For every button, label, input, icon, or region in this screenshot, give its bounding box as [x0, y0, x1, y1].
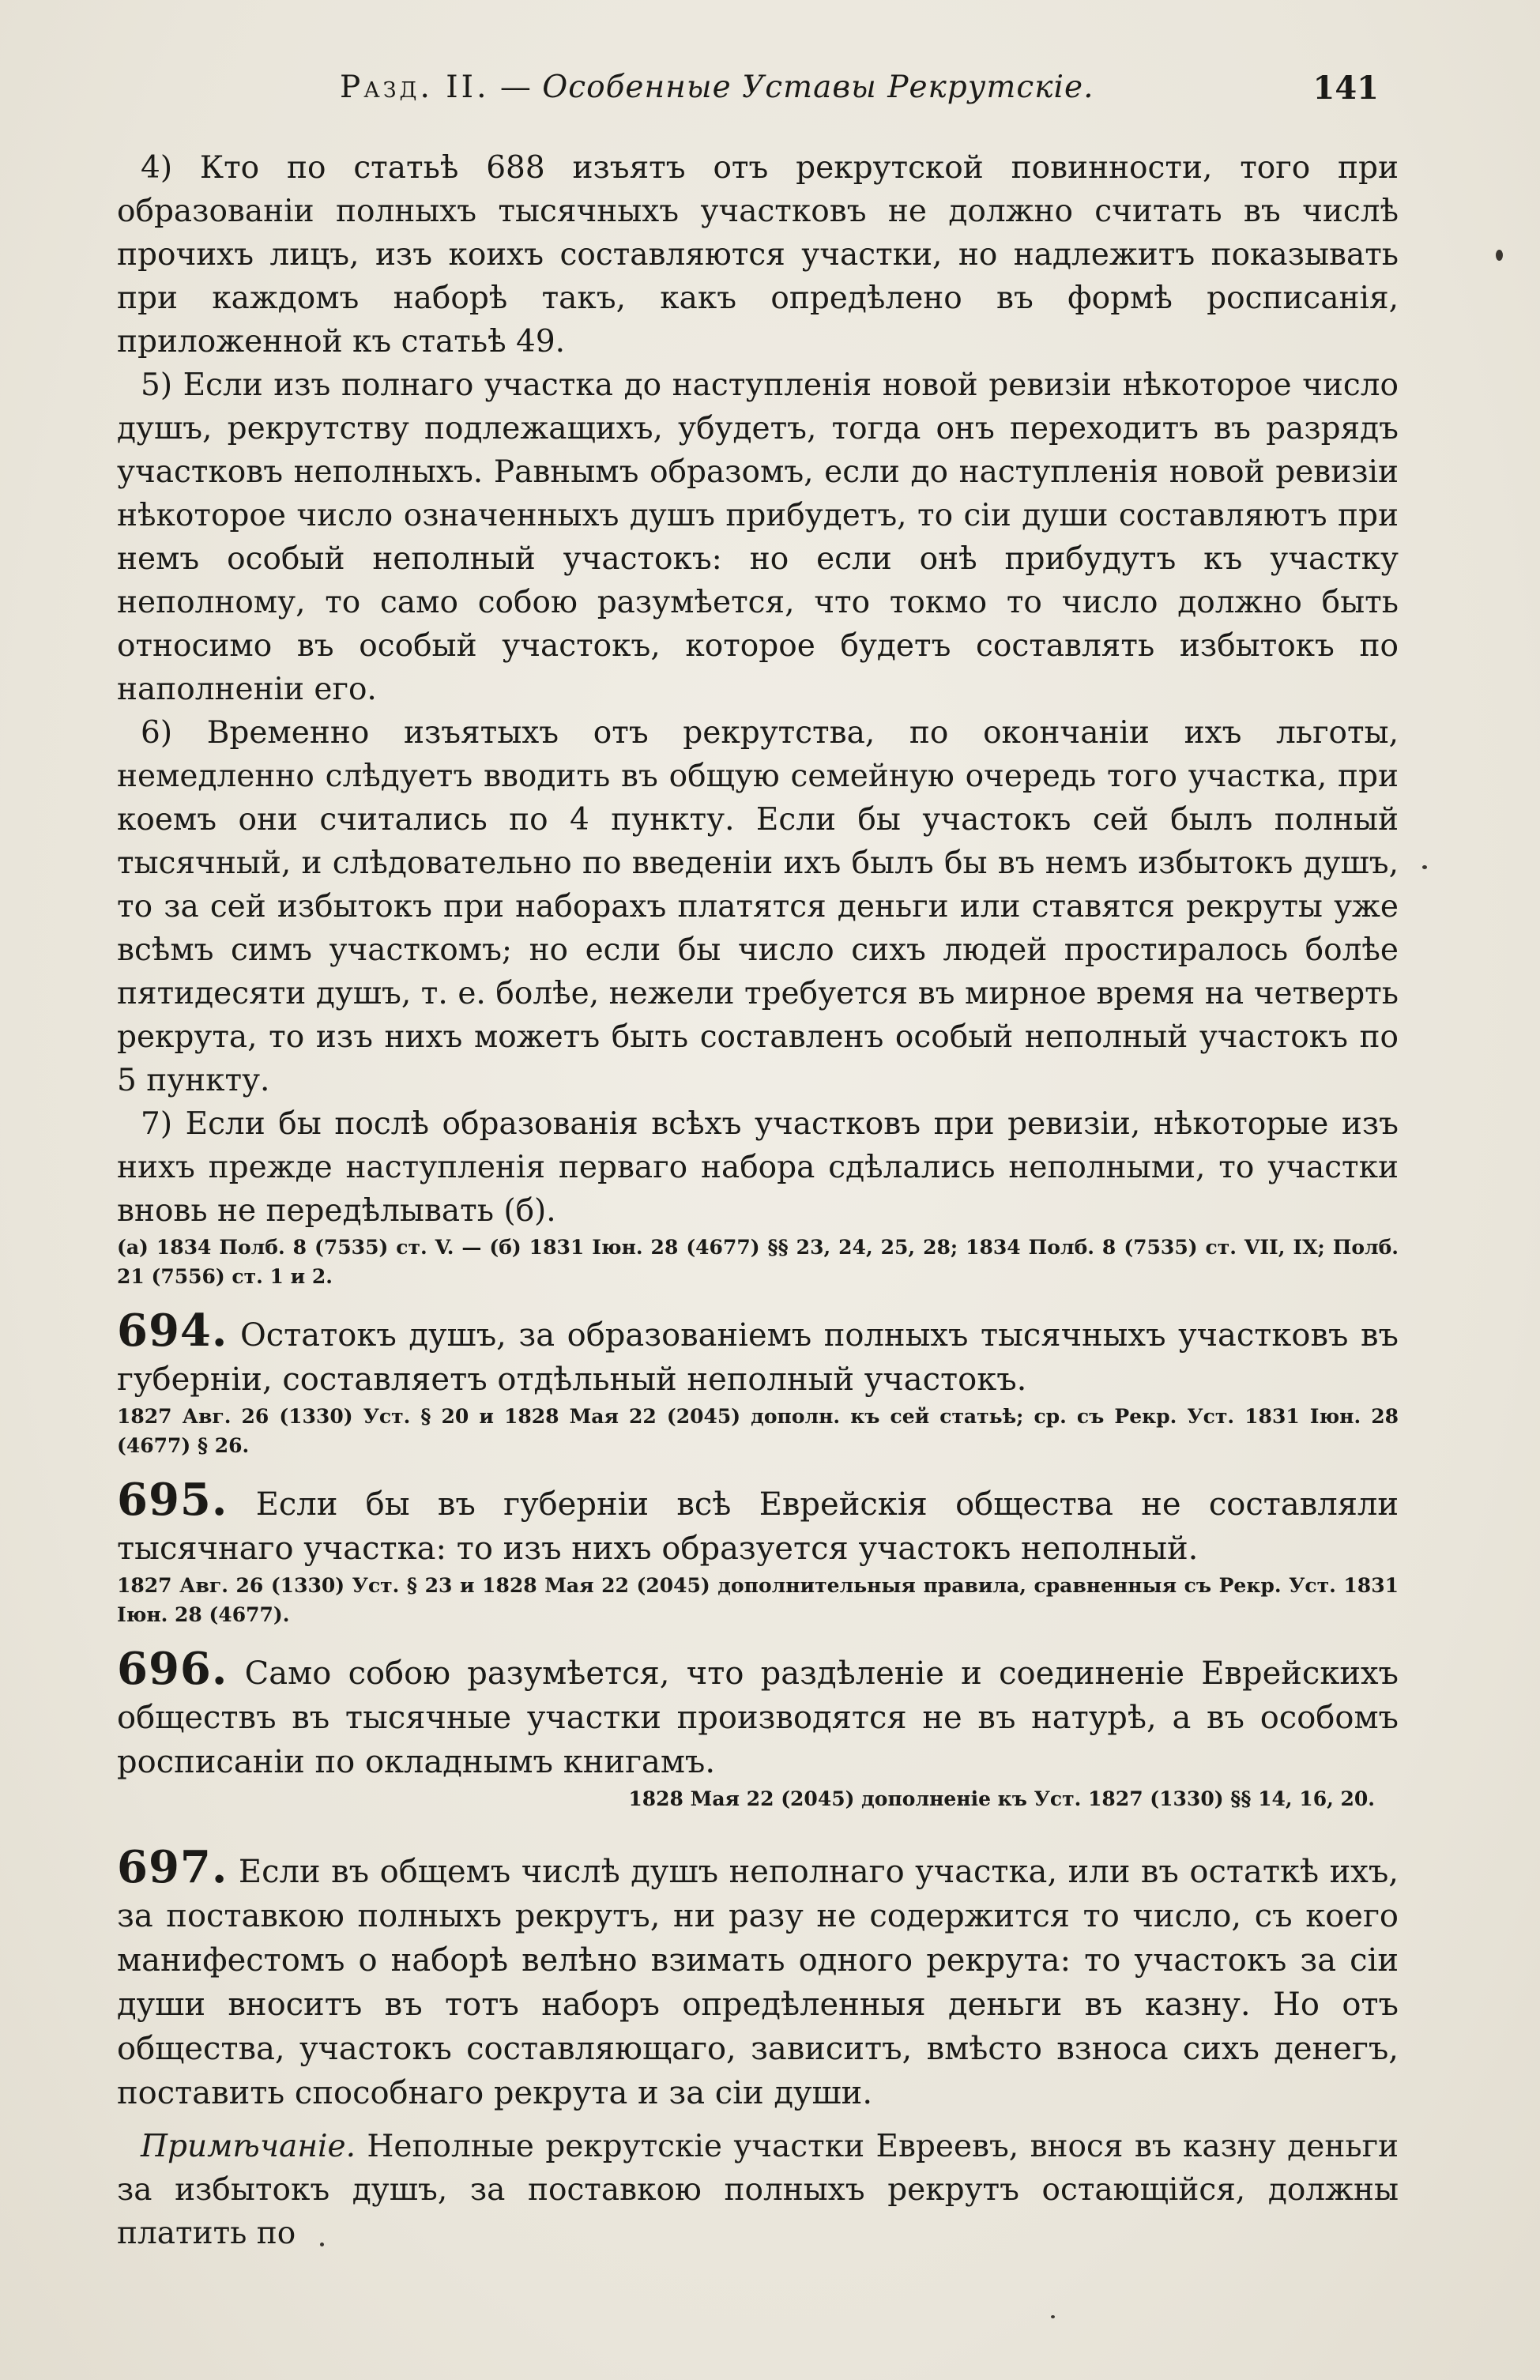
article-citation: 1827 Авг. 26 (1330) Уст. § 23 и 1828 Мая 22 (2045) дополнительныя правила, сравненныя съ Рекр. Уст. 1831 Іюн. 28 (4677). [117, 1574, 1399, 1626]
paragraph-point-4: 4) Кто по статьѣ 688 изъятъ отъ рекрутской повинности, того при образованіи полныхъ тысячныхъ участковъ не должно считать въ числѣ прочихъ лицъ, изъ коихъ составляются участки, но надлежитъ показывать при каждомъ наборѣ такъ, какъ опредѣлено въ формѣ росписанія, приложенной къ статьѣ 49. [117, 150, 1399, 360]
article-text: Если бы въ губерніи всѣ Еврейскія общества не составляли тысячнаго участка: то изъ нихъ образуется участокъ неполный. [117, 1486, 1399, 1567]
specks-ink-mark [1422, 865, 1427, 869]
note-label: Примѣчаніе. [141, 2129, 356, 2164]
article-695 [117, 1474, 1399, 1629]
citation-693: (а) 1834 Полб. 8 (7535) ст. V. — (б) 1831 Іюн. 28 (4677) §§ 23, 24, 25, 28; 1834 Полб. 8 (7535) ст. VII, IX; Полб. 21 (7556) ст. 1 и 2. [117, 1236, 1399, 1288]
section-title: Особенные Уставы Рекрутскіе. [542, 70, 1094, 105]
article-number: 696. [117, 1643, 228, 1695]
specks-ink-mark [1496, 250, 1503, 261]
note-paragraph [117, 2125, 1399, 2255]
article-number: 695. [117, 1474, 228, 1526]
article-697 [117, 1841, 1399, 2115]
note-text: Неполные рекрутскіе участки Евреевъ, внося въ казну деньги за избытокъ душъ, за поставкою полныхъ рекрутъ остающійся, должны платить по [117, 2129, 1399, 2251]
running-head [340, 70, 1094, 105]
article-number: 694. [117, 1305, 228, 1357]
paragraph-point-5: 5) Если изъ полнаго участка до наступленія новой ревизіи нѣкоторое число душъ, рекрутству подлежащихъ, убудетъ, тогда онъ переходитъ въ разрядъ участковъ неполныхъ. Равнымъ образомъ, если до наступленія новой ревизіи нѣкоторое число означенныхъ душъ прибудетъ, то сіи души составляютъ при немъ особый неполный участокъ: но если онѣ прибудутъ къ участку неполному, то само собою разумѣется, что токмо то число должно быть относимо въ особый участокъ, которое будетъ составлять избытокъ по наполненіи его. [117, 367, 1399, 707]
page-body [117, 146, 1399, 2255]
paragraph-point-7: 7) Если бы послѣ образованія всѣхъ участковъ при ревизіи, нѣкоторые изъ нихъ прежде наступленія перваго набора сдѣлались неполными, то участки вновь не передѣлывать (б). [117, 1106, 1399, 1229]
specks-ink-mark [320, 2243, 324, 2246]
article-696 [117, 1643, 1399, 1813]
header-dash: — [499, 70, 532, 105]
article-citation: 1828 Мая 22 (2045) дополненіе къ Уст. 1827 (1330) §§ 14, 16, 20. [628, 1787, 1375, 1810]
article-text: Если въ общемъ числѣ душъ неполнаго участка, или въ остаткѣ ихъ, за поставкою полныхъ рекрутъ, ни разу не содержится то число, съ коего манифестомъ о наборѣ велѣно взимать одного рекрута: то участокъ за сіи души вноситъ въ тотъ наборъ опредѣленныя деньги въ казну. Но отъ общества, участокъ составляющаго, зависитъ, вмѣсто взноса сихъ денегъ, поставить способнаго рекрута и за сіи души. [117, 1854, 1399, 2111]
article-text: Остатокъ душъ, за образованіемъ полныхъ тысячныхъ участковъ въ губерніи, составляетъ отдѣльный неполный участокъ. [117, 1317, 1399, 1398]
section-label: Разд. II. [340, 70, 490, 105]
page-number: 141 [1312, 70, 1379, 107]
article-citation: 1827 Авг. 26 (1330) Уст. § 20 и 1828 Мая 22 (2045) дополн. къ сей статьѣ; ср. съ Рекр. Уст. 1831 Іюн. 28 (4677) § 26. [117, 1405, 1399, 1457]
paragraph-point-6: 6) Временно изъятыхъ отъ рекрутства, по окончаніи ихъ льготы, немедленно слѣдуетъ вводить въ общую семейную очередь того участка, при коемъ они считались по 4 пункту. Если бы участокъ сей былъ полный тысячный, и слѣдовательно по введеніи ихъ былъ бы въ немъ избытокъ душъ, то за сей избытокъ при наборахъ платятся деньги или ставятся рекруты уже всѣмъ симъ участкомъ; но если бы число сихъ людей простиралось болѣе пятидесяти душъ, т. е. болѣе, нежели требуется въ мирное время на четверть рекрута, то изъ нихъ можетъ быть составленъ особый неполный участокъ по 5 пункту. [117, 715, 1399, 1098]
specks-ink-mark [1051, 2315, 1055, 2318]
article-text: Само собою разумѣется, что раздѣленіе и соединеніе Еврейскихъ обществъ въ тысячные участки производятся не въ натурѣ, а въ особомъ росписаніи по окладнымъ книгамъ. [117, 1655, 1399, 1780]
article-694 [117, 1305, 1399, 1460]
article-number: 697. [117, 1841, 228, 1893]
page-header [119, 70, 1399, 125]
